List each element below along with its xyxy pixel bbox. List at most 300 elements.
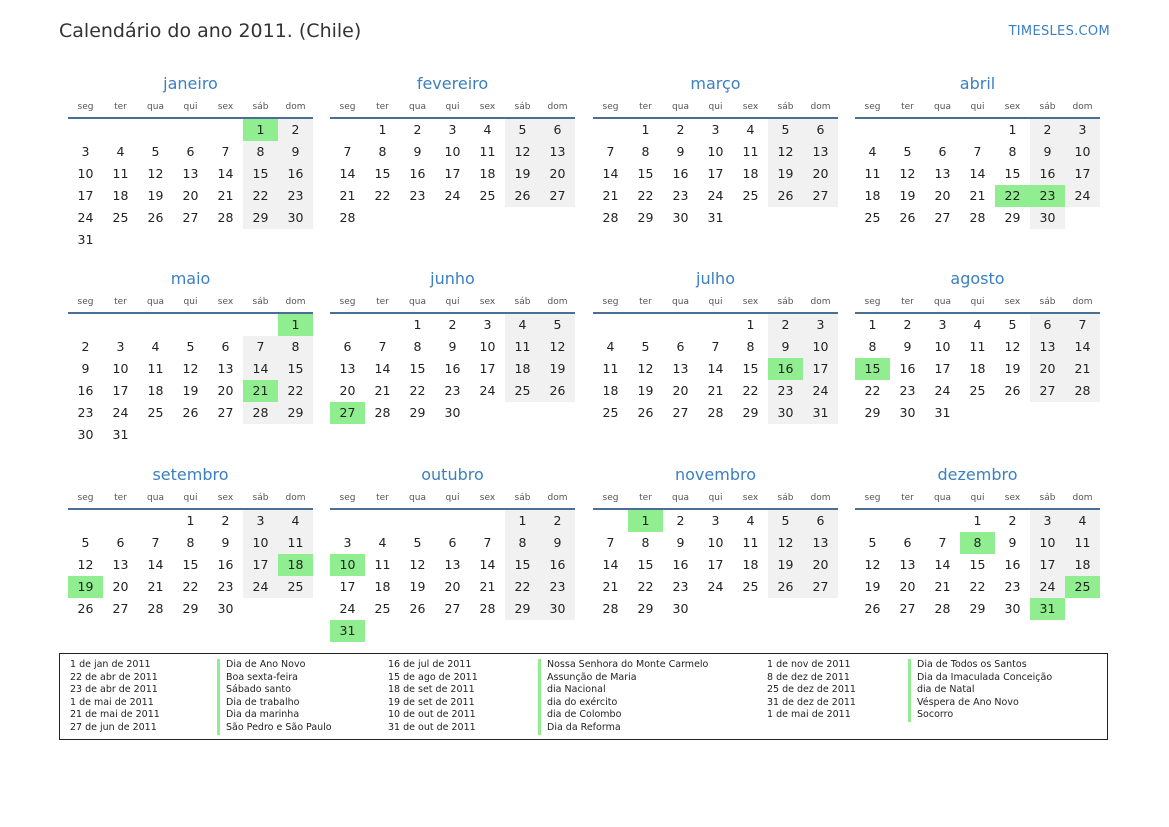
day-cell: 13: [899, 557, 916, 572]
day-cell: 1: [868, 317, 877, 332]
day-cell: 28: [934, 601, 951, 616]
empty-day-cell: [803, 207, 838, 229]
week-row: [855, 380, 1100, 402]
empty-day-cell: [365, 314, 400, 336]
legend-holiday-name: Sábado santo: [217, 684, 332, 697]
day-cell: 14: [1065, 336, 1100, 358]
day-cell: 16: [672, 166, 689, 181]
empty-day-cell: [960, 402, 995, 424]
day-cell: 11: [374, 557, 391, 572]
day-cell: 15: [637, 166, 654, 181]
day-cell: 4: [378, 535, 387, 550]
day-cell: 10: [1030, 532, 1065, 554]
day-cell: 1: [641, 122, 650, 137]
month-block: [855, 73, 1100, 229]
week-row: [68, 336, 313, 358]
weekday-header: [855, 292, 1100, 314]
empty-day-cell: [138, 510, 173, 532]
month-block: [68, 464, 313, 620]
holiday-day-cell: 31: [1030, 598, 1065, 620]
empty-day-cell: [470, 402, 505, 424]
day-cell: 21: [339, 188, 356, 203]
week-row: [68, 424, 313, 446]
weekday-label: seg: [602, 102, 619, 112]
day-cell: 8: [186, 535, 195, 550]
legend-holiday-name: São Pedro e São Paulo: [217, 722, 332, 735]
day-cell: 3: [116, 339, 125, 354]
empty-day-cell: [698, 314, 733, 336]
week-row: [855, 510, 1100, 532]
day-cell: 1: [973, 513, 982, 528]
weekday-label: ter: [114, 102, 127, 112]
day-cell: 5: [151, 144, 160, 159]
week-row: [593, 336, 838, 358]
day-cell: 8: [378, 144, 387, 159]
day-cell: 20: [182, 188, 199, 203]
day-cell: 7: [606, 144, 615, 159]
weekday-label: sáb: [252, 297, 269, 307]
day-cell: 13: [112, 557, 129, 572]
day-cell: 25: [112, 210, 129, 225]
empty-day-cell: [243, 598, 278, 620]
day-cell: 20: [217, 383, 234, 398]
day-cell: 1: [186, 513, 195, 528]
day-cell: 18: [374, 579, 391, 594]
week-row: [68, 510, 313, 532]
day-cell: 16: [1004, 557, 1021, 572]
day-cell: 26: [505, 185, 540, 207]
day-cell: 2: [413, 122, 422, 137]
empty-day-cell: [628, 314, 663, 336]
weekday-label: seg: [339, 297, 356, 307]
day-cell: 27: [899, 601, 916, 616]
day-cell: 4: [116, 144, 125, 159]
month-name: maio: [170, 269, 211, 288]
day-cell: 10: [444, 144, 461, 159]
week-row: [855, 163, 1100, 185]
weekday-label: sex: [479, 297, 496, 307]
day-cell: 9: [278, 141, 313, 163]
day-cell: 26: [768, 185, 803, 207]
empty-day-cell: [925, 510, 960, 532]
legend-holiday-name: dia de Colombo: [538, 709, 708, 722]
weekday-label: qui: [445, 102, 460, 112]
week-row: [330, 185, 575, 207]
day-cell: 5: [903, 144, 912, 159]
empty-day-cell: [68, 314, 103, 336]
month-block: [593, 464, 838, 620]
day-cell: 20: [672, 383, 689, 398]
legend-holiday-name: Dia de Todos os Santos: [908, 659, 1052, 672]
month-name: novembro: [675, 465, 756, 484]
day-cell: 3: [938, 317, 947, 332]
day-cell: 12: [540, 336, 575, 358]
day-cell: 29: [1004, 210, 1021, 225]
month-name: setembro: [152, 465, 229, 484]
day-cell: 15: [182, 557, 199, 572]
day-cell: 2: [278, 119, 313, 141]
day-cell: 23: [672, 579, 689, 594]
day-cell: 14: [217, 166, 234, 181]
day-cell: 3: [483, 317, 492, 332]
weekday-label: sáb: [777, 102, 794, 112]
empty-day-cell: [698, 598, 733, 620]
month-name: dezembro: [937, 465, 1018, 484]
empty-day-cell: [768, 598, 803, 620]
legend-holiday-name: Assunção de Maria: [538, 672, 708, 685]
legend-date: 27 de jun de 2011: [70, 721, 157, 733]
day-cell: 10: [707, 144, 724, 159]
day-cell: 6: [116, 535, 125, 550]
day-cell: 29: [637, 210, 654, 225]
day-cell: 5: [186, 339, 195, 354]
day-cell: 20: [934, 188, 951, 203]
day-cell: 2: [768, 314, 803, 336]
day-cell: 20: [899, 579, 916, 594]
empty-day-cell: [400, 620, 435, 642]
day-cell: 30: [768, 402, 803, 424]
day-cell: 10: [77, 166, 94, 181]
weekday-label: ter: [114, 297, 127, 307]
day-cell: 2: [81, 339, 90, 354]
day-cell: 5: [641, 339, 650, 354]
empty-day-cell: [243, 229, 278, 251]
weekday-label: ter: [639, 297, 652, 307]
day-cell: 23: [768, 380, 803, 402]
day-cell: 24: [707, 188, 724, 203]
weekday-label: seg: [339, 493, 356, 503]
day-cell: 12: [768, 532, 803, 554]
week-row: [68, 314, 313, 336]
day-cell: 28: [243, 402, 278, 424]
day-cell: 20: [1030, 358, 1065, 380]
empty-day-cell: [1065, 402, 1100, 424]
weekday-label: dom: [810, 102, 831, 112]
day-cell: 2: [903, 317, 912, 332]
legend-name-column: [538, 659, 708, 735]
month-block: [68, 73, 313, 251]
holiday-day-cell: 1: [278, 314, 313, 336]
legend-date: 1 de nov de 2011: [767, 659, 851, 670]
day-cell: 8: [243, 141, 278, 163]
weekday-label: sáb: [1039, 102, 1056, 112]
day-cell: 11: [1065, 532, 1100, 554]
day-cell: 28: [339, 210, 356, 225]
day-cell: 25: [602, 405, 619, 420]
day-cell: 5: [413, 535, 422, 550]
weekday-label: dom: [547, 102, 568, 112]
day-cell: 4: [868, 144, 877, 159]
week-row: [330, 532, 575, 554]
day-cell: 19: [1004, 361, 1021, 376]
day-cell: 31: [934, 405, 951, 420]
day-cell: 12: [505, 141, 540, 163]
day-cell: 13: [934, 166, 951, 181]
day-cell: 17: [339, 579, 356, 594]
holiday-day-cell: 18: [278, 554, 313, 576]
day-cell: 15: [243, 163, 278, 185]
day-cell: 17: [934, 361, 951, 376]
day-cell: 22: [374, 188, 391, 203]
day-cell: 30: [217, 601, 234, 616]
empty-day-cell: [278, 598, 313, 620]
week-row: [593, 510, 838, 532]
empty-day-cell: [173, 314, 208, 336]
day-cell: 21: [479, 579, 496, 594]
day-cell: 12: [182, 361, 199, 376]
weekday-header: [330, 97, 575, 119]
day-cell: 1: [413, 317, 422, 332]
day-cell: 9: [1030, 141, 1065, 163]
week-row: [855, 576, 1100, 598]
weekday-header: [593, 97, 838, 119]
day-cell: 13: [444, 557, 461, 572]
day-cell: 24: [803, 380, 838, 402]
day-cell: 18: [112, 188, 129, 203]
weekday-label: dom: [1072, 493, 1093, 503]
week-row: [68, 141, 313, 163]
weekday-label: qui: [970, 493, 985, 503]
day-cell: 9: [676, 144, 685, 159]
empty-day-cell: [733, 598, 768, 620]
weekday-label: sex: [1004, 297, 1021, 307]
day-cell: 14: [479, 557, 496, 572]
day-cell: 20: [112, 579, 129, 594]
month-name: abril: [959, 74, 996, 93]
weekday-label: dom: [285, 297, 306, 307]
empty-day-cell: [925, 119, 960, 141]
brand-link[interactable]: TIMESLES.COM: [1008, 24, 1110, 39]
empty-day-cell: [103, 119, 138, 141]
week-row: [593, 380, 838, 402]
legend-date: 21 de mai de 2011: [70, 709, 160, 721]
weekday-label: qua: [934, 493, 951, 503]
day-cell: 17: [803, 358, 838, 380]
weekday-label: sex: [479, 102, 496, 112]
day-cell: 14: [602, 166, 619, 181]
weekday-label: seg: [602, 493, 619, 503]
weekday-label: qui: [708, 493, 723, 503]
weekday-label: qua: [409, 493, 426, 503]
day-cell: 20: [339, 383, 356, 398]
empty-day-cell: [208, 119, 243, 141]
holiday-day-cell: 23: [1030, 185, 1065, 207]
week-row: [593, 576, 838, 598]
empty-day-cell: [138, 314, 173, 336]
empty-day-cell: [173, 229, 208, 251]
holiday-day-cell: 22: [995, 185, 1030, 207]
day-cell: 27: [444, 601, 461, 616]
empty-day-cell: [138, 119, 173, 141]
day-cell: 24: [444, 188, 461, 203]
weekday-label: sex: [217, 102, 234, 112]
month-block: [330, 268, 575, 424]
weekday-label: qui: [445, 493, 460, 503]
weekday-label: sex: [217, 297, 234, 307]
day-cell: 28: [374, 405, 391, 420]
day-cell: 28: [602, 601, 619, 616]
day-cell: 23: [1004, 579, 1021, 594]
day-cell: 8: [868, 339, 877, 354]
day-cell: 27: [540, 185, 575, 207]
day-cell: 3: [711, 513, 720, 528]
day-cell: 22: [182, 579, 199, 594]
weekday-label: seg: [77, 297, 94, 307]
day-cell: 28: [969, 210, 986, 225]
legend-date: 25 de dez de 2011: [767, 684, 856, 696]
day-cell: 3: [343, 535, 352, 550]
week-row: [330, 380, 575, 402]
weekday-label: sáb: [514, 297, 531, 307]
week-row: [855, 358, 1100, 380]
weekday-label: sáb: [777, 297, 794, 307]
day-cell: 5: [768, 119, 803, 141]
week-row: [330, 336, 575, 358]
week-row: [330, 554, 575, 576]
week-row: [68, 185, 313, 207]
day-cell: 22: [969, 579, 986, 594]
empty-day-cell: [733, 207, 768, 229]
holiday-day-cell: 1: [243, 119, 278, 141]
day-cell: 9: [676, 535, 685, 550]
week-row: [68, 229, 313, 251]
day-cell: 9: [221, 535, 230, 550]
day-cell: 27: [934, 210, 951, 225]
day-cell: 20: [803, 163, 838, 185]
legend-name-column: [217, 659, 332, 735]
day-cell: 21: [969, 188, 986, 203]
day-cell: 3: [803, 314, 838, 336]
empty-day-cell: [855, 510, 890, 532]
day-cell: 15: [374, 166, 391, 181]
day-cell: 14: [934, 557, 951, 572]
empty-day-cell: [103, 229, 138, 251]
empty-day-cell: [103, 510, 138, 532]
day-cell: 21: [374, 383, 391, 398]
day-cell: 21: [602, 188, 619, 203]
day-cell: 3: [243, 510, 278, 532]
day-cell: 17: [444, 166, 461, 181]
empty-day-cell: [890, 510, 925, 532]
day-cell: 24: [77, 210, 94, 225]
day-cell: 13: [182, 166, 199, 181]
week-row: [593, 163, 838, 185]
day-cell: 6: [803, 510, 838, 532]
day-cell: 24: [339, 601, 356, 616]
day-cell: 7: [711, 339, 720, 354]
day-cell: 27: [182, 210, 199, 225]
week-row: [855, 141, 1100, 163]
day-cell: 8: [278, 336, 313, 358]
day-cell: 13: [217, 361, 234, 376]
week-row: [330, 620, 575, 642]
day-cell: 12: [637, 361, 654, 376]
day-cell: 17: [243, 554, 278, 576]
day-cell: 18: [147, 383, 164, 398]
weekday-label: ter: [901, 493, 914, 503]
page-title: Calendário do ano 2011. (Chile): [59, 20, 362, 42]
day-cell: 7: [1065, 314, 1100, 336]
weekday-header: [68, 488, 313, 510]
day-cell: 15: [969, 557, 986, 572]
weekday-label: qui: [970, 102, 985, 112]
day-cell: 18: [864, 188, 881, 203]
day-cell: 5: [1008, 317, 1017, 332]
legend-holiday-name: dia de Natal: [908, 684, 1052, 697]
weekday-label: seg: [339, 102, 356, 112]
day-cell: 22: [505, 576, 540, 598]
weekday-label: sáb: [252, 102, 269, 112]
weekday-label: seg: [77, 102, 94, 112]
empty-day-cell: [365, 510, 400, 532]
week-row: [330, 119, 575, 141]
day-cell: 6: [448, 535, 457, 550]
month-block: [68, 268, 313, 446]
day-cell: 18: [505, 358, 540, 380]
legend-date: 1 de mai de 2011: [70, 696, 154, 708]
day-cell: 2: [1008, 513, 1017, 528]
month-name: fevereiro: [416, 74, 489, 93]
day-cell: 1: [746, 317, 755, 332]
weekday-label: sex: [742, 493, 759, 503]
empty-day-cell: [435, 620, 470, 642]
weekday-label: sáb: [1039, 493, 1056, 503]
week-row: [68, 532, 313, 554]
day-cell: 5: [505, 119, 540, 141]
day-cell: 22: [864, 383, 881, 398]
weekday-label: qui: [708, 297, 723, 307]
day-cell: 17: [112, 383, 129, 398]
day-cell: 25: [374, 601, 391, 616]
day-cell: 25: [864, 210, 881, 225]
legend-date: 1 de mai de 2011: [767, 709, 851, 721]
day-cell: 25: [278, 576, 313, 598]
legend-holiday-name: dia do exército: [538, 697, 708, 710]
weekday-label: dom: [285, 493, 306, 503]
weekday-label: dom: [547, 493, 568, 503]
day-cell: 14: [602, 557, 619, 572]
empty-day-cell: [855, 119, 890, 141]
day-cell: 8: [746, 339, 755, 354]
day-cell: 10: [112, 361, 129, 376]
day-cell: 6: [803, 119, 838, 141]
day-cell: 1: [505, 510, 540, 532]
day-cell: 27: [1030, 380, 1065, 402]
day-cell: 9: [81, 361, 90, 376]
empty-day-cell: [540, 402, 575, 424]
day-cell: 25: [969, 383, 986, 398]
day-cell: 30: [899, 405, 916, 420]
empty-day-cell: [768, 207, 803, 229]
day-cell: 16: [278, 163, 313, 185]
legend-date: 10 de out de 2011: [388, 709, 476, 721]
holiday-day-cell: 10: [330, 554, 365, 576]
holiday-day-cell: 27: [330, 402, 365, 424]
empty-day-cell: [960, 119, 995, 141]
week-row: [330, 402, 575, 424]
legend-holiday-name: Dia de trabalho: [217, 697, 332, 710]
day-cell: 16: [409, 166, 426, 181]
day-cell: 26: [77, 601, 94, 616]
empty-day-cell: [400, 207, 435, 229]
weekday-label: qua: [672, 102, 689, 112]
day-cell: 18: [969, 361, 986, 376]
day-cell: 3: [448, 122, 457, 137]
weekday-label: dom: [810, 493, 831, 503]
month-block: [330, 464, 575, 642]
weekday-label: sex: [1004, 493, 1021, 503]
day-cell: 11: [505, 336, 540, 358]
